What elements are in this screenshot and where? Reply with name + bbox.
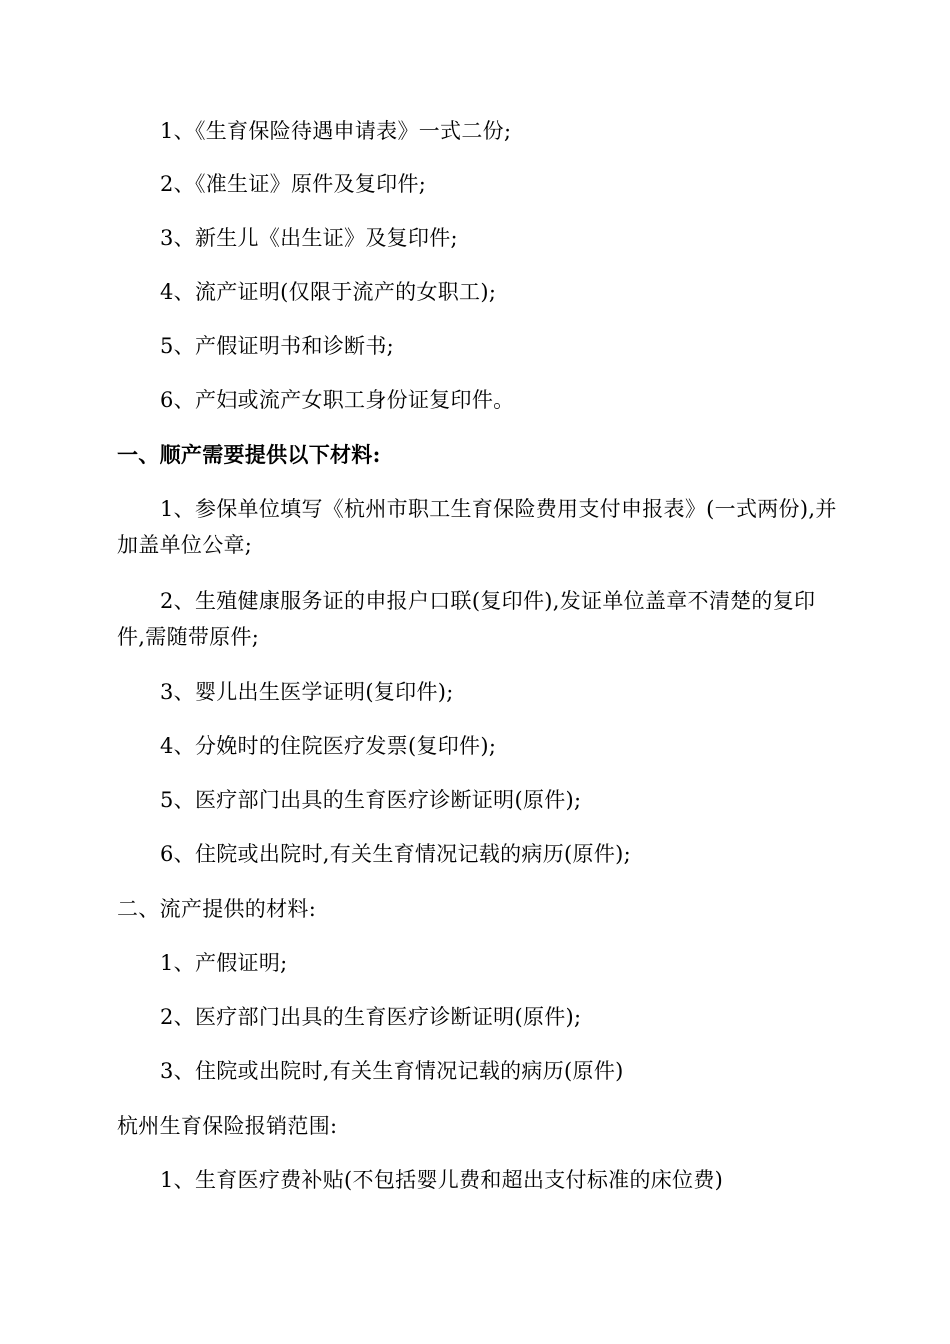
list-item: 2、医疗部门出具的生育医疗诊断证明(原件); [160,1005,582,1029]
list-item: 6、住院或出院时,有关生育情况记载的病历(原件); [160,842,631,866]
section-heading: 二、流产提供的材料: [117,897,317,921]
list-item: 4、流产证明(仅限于流产的女职工); [160,280,497,304]
list-item: 3、新生儿《出生证》及复印件; [160,226,458,250]
list-item: 3、住院或出院时,有关生育情况记载的病历(原件) [160,1059,624,1083]
list-item: 1、产假证明; [160,951,288,975]
section-heading: 一、顺产需要提供以下材料: [117,442,381,467]
list-item: 1、生育医疗费补贴(不包括婴儿费和超出支付标准的床位费) [160,1168,724,1192]
list-item: 2、生殖健康服务证的申报户口联(复印件),发证单位盖章不清楚的复印件,需随带原件; [117,589,816,649]
list-item: 1、参保单位填写《杭州市职工生育保险费用支付申报表》(一式两份),并加盖单位公章; [117,497,837,557]
list-item: 5、产假证明书和诊断书; [160,334,395,358]
list-item: 4、分娩时的住院医疗发票(复印件); [160,734,497,758]
list-item: 5、医疗部门出具的生育医疗诊断证明(原件); [160,788,582,812]
list-item: 1、《生育保险待遇申请表》一式二份; [160,119,512,143]
list-item: 6、产妇或流产女职工身份证复印件。 [160,388,515,412]
list-item: 3、婴儿出生医学证明(复印件); [160,680,454,704]
section-heading: 杭州生育保险报销范围: [117,1114,338,1138]
list-item: 2、《准生证》原件及复印件; [160,172,427,196]
